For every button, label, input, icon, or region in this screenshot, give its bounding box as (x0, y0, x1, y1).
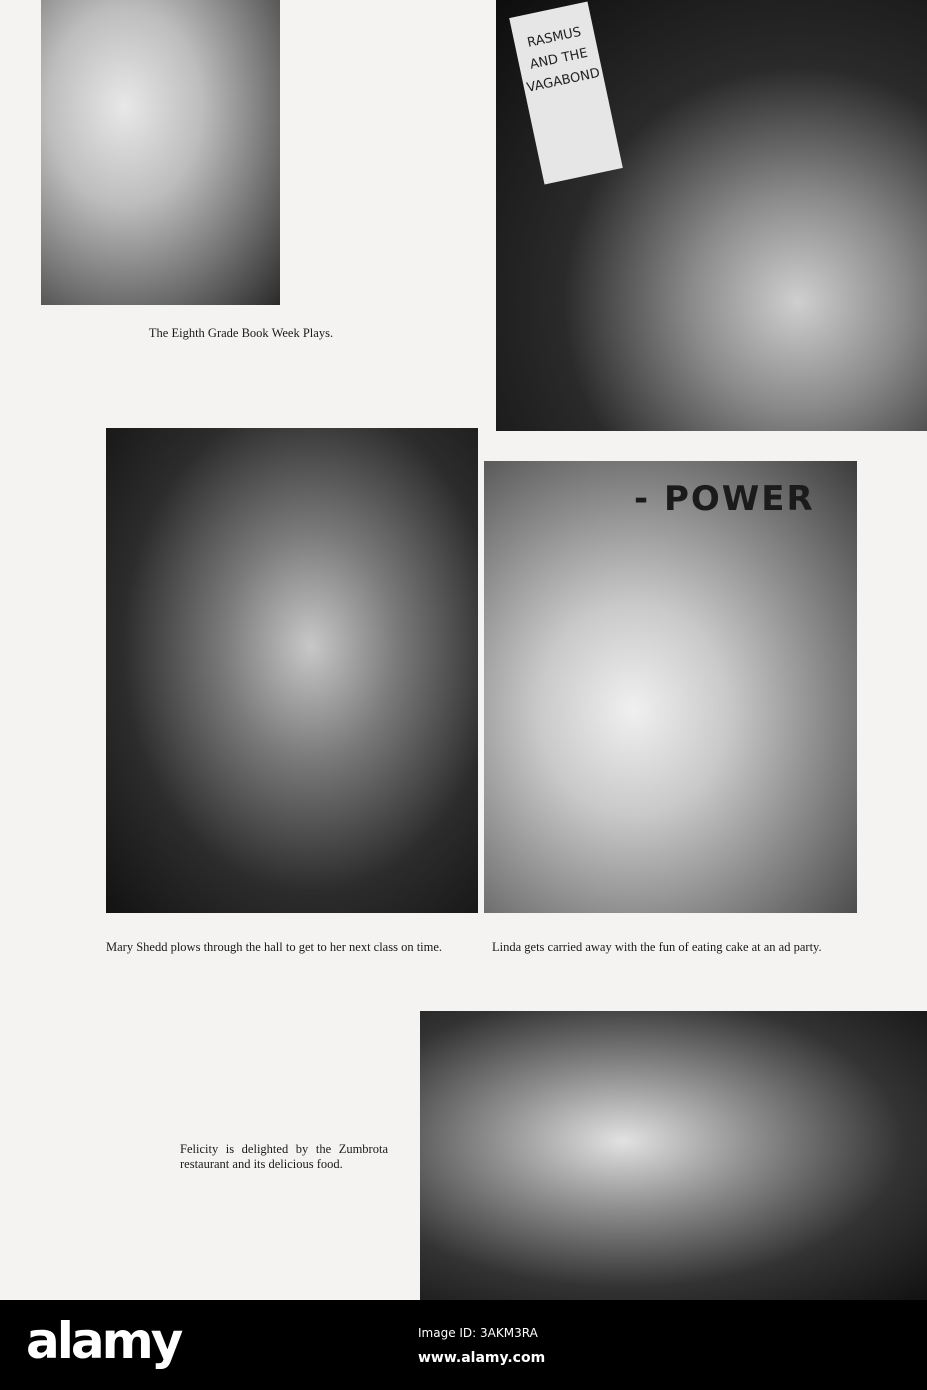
photo-hallway (106, 428, 478, 913)
poster-line: RASMUS (525, 24, 583, 51)
caption-restaurant: Felicity is delighted by the Zumbrota restaurant and its delicious food. (180, 1142, 388, 1171)
power-banner: - POWER (634, 479, 815, 519)
caption-cake: Linda gets carried away with the fun of eating cake at an ad party. (492, 940, 822, 954)
play-poster (509, 2, 623, 185)
photo-cake-party (484, 461, 857, 913)
caption-hallway: Mary Shedd plows through the hall to get to her next class on time. (106, 940, 443, 954)
photo-book-week-plays (41, 0, 280, 305)
alamy-logo: alamy (26, 1312, 181, 1370)
poster-line: AND THE (528, 45, 590, 73)
caption-book-week: The Eighth Grade Book Week Plays. (148, 326, 334, 340)
photo-restaurant (420, 1011, 927, 1300)
site-url: www.alamy.com (418, 1350, 546, 1366)
photo-stage-play (496, 0, 927, 431)
image-id: Image ID: 3AKM3RA (418, 1326, 538, 1340)
watermark-footer (0, 1300, 927, 1390)
poster-line: VAGABOND (525, 65, 602, 96)
